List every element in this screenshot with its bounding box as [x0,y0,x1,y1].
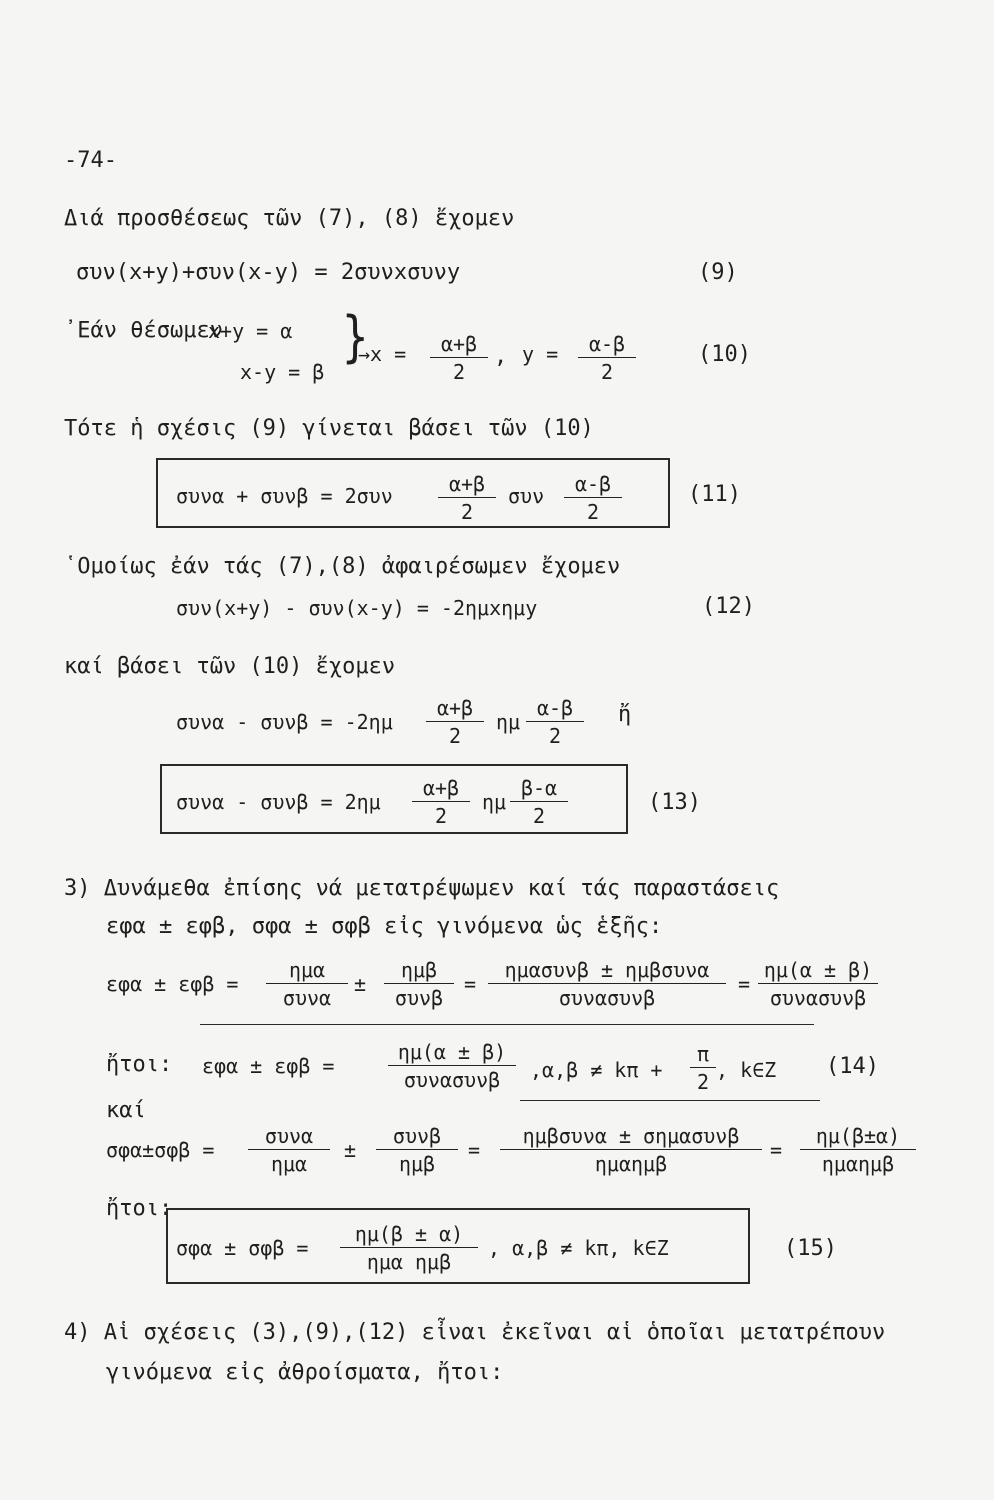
eq14-condition: ,α,β ≠ kπ + [530,1058,663,1082]
eqtan-fraction-3-num: ημασυνβ ± ημβσυνα [488,960,726,984]
eq11-fraction-2-den: 2 [586,500,600,524]
eqtan-fraction-3-den: συνασυνβ [558,986,656,1010]
eq11-fraction-1-den: 2 [460,500,474,524]
separator-rule-1 [200,1024,814,1025]
equation-12-number: (12) [702,594,755,619]
eq13-left: συνα - συνβ = 2ημ [176,790,381,814]
eq11-fraction-2 [564,474,622,522]
eq14-pi-fraction [690,1044,716,1092]
intro-text: Διά προσθέσεως τῶν (7), (8) ἔχομεν [64,206,515,231]
eq14-pi-den: 2 [696,1070,710,1094]
equation-9-number: (9) [698,260,738,285]
eq14-fraction [388,1042,516,1090]
eq12b-fraction-2-num: α-β [526,698,584,722]
eqcot-fraction-3 [500,1126,762,1174]
similarly-text: ῾Ομοίως ἐάν τάς (7),(8) ἀφαιρέσωμεν ἔχομεν [64,554,621,579]
eqtan-left: εφα ± εφβ = [106,972,239,996]
eq10-fraction-y [578,334,636,382]
eqcot-fraction-4 [800,1126,916,1174]
equation-13-number: (13) [648,790,701,815]
and-based-text: καί βάσει τῶν (10) ἔχομεν [64,654,396,679]
eq10-fraction-x [430,334,488,382]
eqtan-equals-1: = [464,972,477,996]
eq10-lead: ᾿Εάν θέσωμεν [64,318,223,343]
equation-14-number: (14) [826,1054,879,1079]
eq11-mid: συν [508,484,545,508]
eq13-fraction-1-den: 2 [434,804,448,828]
eq12b-or: ἤ [618,702,632,727]
eqtan-fraction-1-den: συνα [282,986,332,1010]
eq15-left: σφα ± σφβ = [176,1236,309,1260]
eqcot-fraction-2-num: συνβ [376,1126,458,1150]
eqtan-fraction-1 [266,960,348,1008]
equation-9: συν(x+y)+συν(x-y) = 2συνxσυνy [76,260,461,285]
eq13-mid: ημ [482,790,507,814]
item4-line2: γινόμενα εἰς ἀθροίσματα, ἤτοι: [106,1360,504,1385]
eq14-tail: , k∈Z [716,1058,777,1082]
eq11-fraction-2-num: α-β [564,474,622,498]
eq14-left: εφα ± εφβ = [202,1054,335,1078]
eqtan-fraction-2 [384,960,454,1008]
eqcot-pm: ± [344,1138,357,1162]
and-text: καί [106,1098,146,1123]
then-text: Τότε ἡ σχέσις (9) γίνεται βάσει τῶν (10) [64,416,594,441]
equation-10-number: (10) [698,342,751,367]
eqcot-equals-2: = [770,1138,783,1162]
eqcot-fraction-1-den: ημα [270,1152,308,1176]
eq10-system-line1: x+y = α [208,319,293,343]
equation-12: συν(x+y) - συν(x-y) = -2ημxημy [176,596,538,620]
eqcot-fraction-3-den: ημαημβ [594,1152,668,1176]
item3-line2: εφα ± εφβ, σφα ± σφβ εἰς γινόμενα ὡς ἑξῆς: [106,914,663,939]
eq10-y-equals: y = [522,342,559,366]
eqcot-fraction-1-num: συνα [248,1126,330,1150]
eqtan-fraction-4-den: συνασυνβ [769,986,867,1010]
eqtan-fraction-2-num: ημβ [384,960,454,984]
eq10-fraction-y-den: 2 [600,360,614,384]
eq14-lead: ἤτοι: [106,1052,173,1077]
eq12b-fraction-2-den: 2 [548,724,562,748]
eqcot-fraction-2 [376,1126,458,1174]
eq13-fraction-1 [412,778,470,826]
eqtan-pm: ± [354,972,367,996]
eqcot-left: σφα±σφβ = [106,1138,215,1162]
eq12b-fraction-1 [426,698,484,746]
eq13-fraction-1-num: α+β [412,778,470,802]
eqcot-fraction-2-den: ημβ [398,1152,436,1176]
eq11-left: συνα + συνβ = 2συν [176,484,393,508]
eqcot-fraction-4-den: ημαημβ [821,1152,895,1176]
eqcot-fraction-3-num: ημβσυνα ± σημασυνβ [500,1126,762,1150]
eq15-fraction-den: ημα ημβ [366,1250,452,1274]
eq10-fraction-y-num: α-β [578,334,636,358]
item3-line1: 3) Δυνάμεθα ἐπίσης νά μετατρέψωμεν καί τάς παραστάσεις [64,876,780,901]
eq15-condition: , α,β ≠ kπ, k∈Z [488,1236,669,1260]
equation-11-number: (11) [688,482,741,507]
eqtan-equals-2: = [738,972,751,996]
right-brace-icon: } [342,305,369,370]
eq13-fraction-2-num: β-α [510,778,568,802]
eqtan-fraction-4-num: ημ(α ± β) [758,960,878,984]
item4-line1: 4) Αἱ σχέσεις (3),(9),(12) εἶναι ἐκεῖναι αἱ ὁποῖαι μετατρέπουν [64,1320,886,1345]
eq12b-mid: ημ [496,710,521,734]
eq13-fraction-2 [510,778,568,826]
page-number: -74- [64,148,117,173]
eq11-fraction-1 [438,474,496,522]
eq10-fraction-x-num: α+β [430,334,488,358]
eqtan-fraction-1-num: ημα [266,960,348,984]
eqcot-fraction-1 [248,1126,330,1174]
eq15-lead: ἤτοι: [106,1196,173,1221]
equation-15-number: (15) [784,1236,837,1261]
eq12b-fraction-2 [526,698,584,746]
eqtan-fraction-3 [488,960,726,1008]
eq12b-fraction-1-num: α+β [426,698,484,722]
eq10-arrow: →x = [358,342,407,366]
eq11-fraction-1-num: α+β [438,474,496,498]
eq12b-left: συνα - συνβ = -2ημ [176,710,393,734]
eqtan-fraction-2-den: συνβ [394,986,444,1010]
eq12b-fraction-1-den: 2 [448,724,462,748]
eq10-system-line2: x-y = β [240,360,325,384]
eq10-comma: , [494,344,508,369]
eqtan-fraction-4 [758,960,878,1008]
eq15-fraction-num: ημ(β ± α) [340,1224,478,1248]
eq14-fraction-den: συνασυνβ [403,1068,501,1092]
eq15-fraction [340,1224,478,1272]
eqcot-fraction-4-num: ημ(β±α) [800,1126,916,1150]
eq14-fraction-num: ημ(α ± β) [388,1042,516,1066]
eq14-pi-num: π [690,1044,716,1068]
separator-rule-2 [520,1100,820,1101]
eq13-fraction-2-den: 2 [532,804,546,828]
eq10-fraction-x-den: 2 [452,360,466,384]
eqcot-equals-1: = [468,1138,481,1162]
